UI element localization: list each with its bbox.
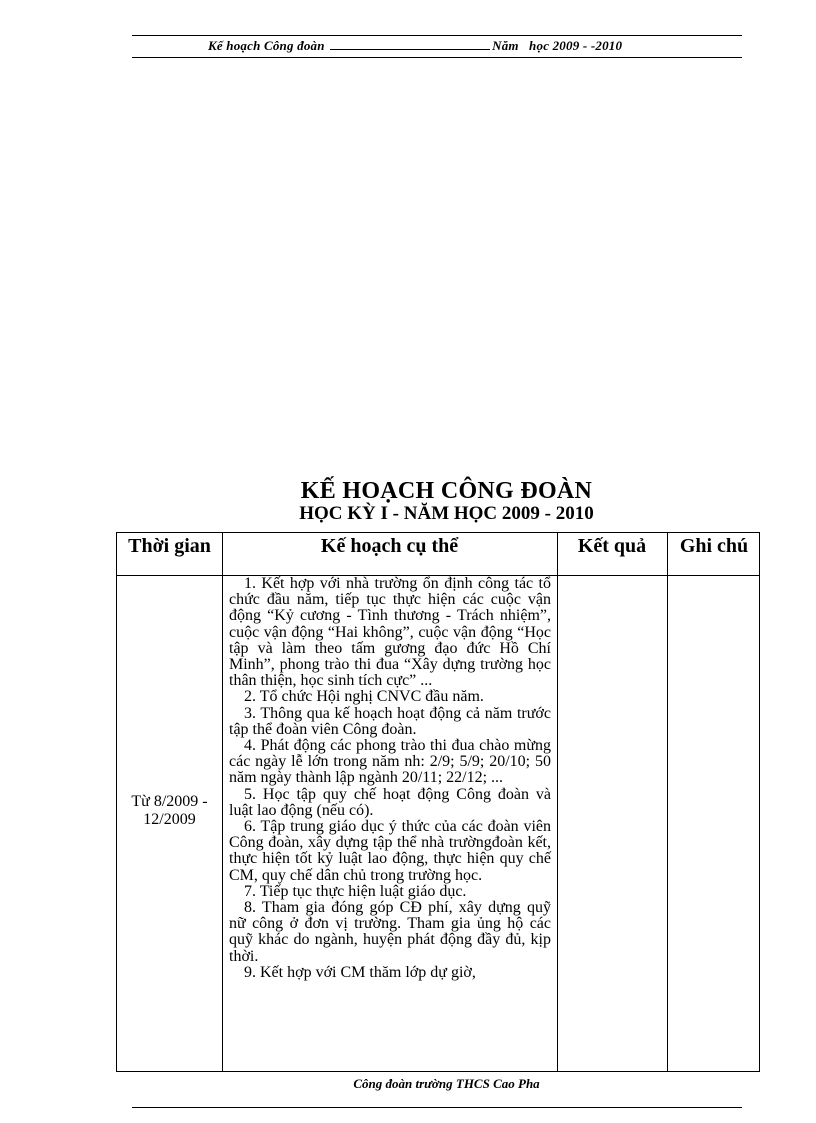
plan-item: 8. Tham gia đóng góp CĐ phí, xây dựng quỹ nữ công ở đơn vị trường. Tham gia ủng hộ các quỹ khác do ngành, huyện phát động đầy đủ, kịp thời. (229, 899, 551, 965)
header-bottom-rule (132, 57, 742, 58)
header-left: Kế hoạch Công đoàn (208, 38, 325, 53)
header-right: Năm học 2009 - -2010 (492, 38, 623, 53)
plan-item: 2. Tổ chức Hội nghị CNVC đầu năm. (244, 688, 484, 706)
time-cell: Từ 8/2009 - 12/2009 (131, 793, 208, 828)
column-header-result: Kết quả (577, 535, 647, 557)
running-header (208, 38, 622, 54)
plan-table (116, 532, 760, 1072)
header-top-rule (132, 35, 742, 36)
column-header-notes: Ghi chú (679, 535, 749, 557)
footer-rule (132, 1107, 742, 1108)
plan-item: 4. Phát động các phong trào thi đua chào mừng các ngày lễ lớn trong năm nh: 2/9; 5/9; 20/10; 50 năm ngày thành lập ngành 20/11; 22/12; ... (229, 737, 551, 787)
plan-item: 3. Thông qua kế hoạch hoạt động cả năm trước tập thể đoàn viên Công đoàn. (229, 704, 551, 738)
plan-item: 7. Tiếp tục thực hiện luật giáo dục. (244, 882, 467, 900)
plan-item: 9. Kết hợp với CM thăm lớp dự giờ, (244, 963, 476, 981)
plan-item: 1. Kết hợp với nhà trường ổn định công tác tổ chức đầu năm, tiếp tục thực hiện các cuộc vận động “Kỷ cương - Tình thương - Trách nhiệm”, cuộc vận động “Hai không”, cuộc vận động “Học tập và làm theo tấm gương đạo đức Hồ Chí Minh”, phong trào thi đua “Xây dựng trường học thân thiện, học sinh tích cực” ... (229, 575, 551, 690)
document-title: KẾ HOẠCH CÔNG ĐOÀN (300, 478, 593, 504)
column-divider (557, 533, 558, 1071)
plan-item: 5. Học tập quy chế hoạt động Công đoàn và luật lao động (nếu có). (229, 785, 551, 819)
column-header-time: Thời gian (128, 535, 211, 557)
header-fill-line (330, 39, 490, 50)
document-subtitle: HỌC KỲ I - NĂM HỌC 2009 - 2010 (299, 503, 594, 524)
plan-item: 6. Tập trung giáo dục ý thức của các đoàn viên Công đoàn, xây dựng tập thể nhà trườngđoàn kết, thực hiện tốt kỷ luật lao động, thực hiện quy chế CM, quy chế dân chủ trong trường học. (229, 818, 551, 884)
column-header-plan: Kế hoạch cụ thể (320, 535, 459, 557)
column-divider (667, 533, 668, 1071)
column-divider (222, 533, 223, 1071)
running-footer: Công đoàn trường THCS Cao Pha (353, 1076, 540, 1091)
plan-cell (229, 576, 551, 981)
